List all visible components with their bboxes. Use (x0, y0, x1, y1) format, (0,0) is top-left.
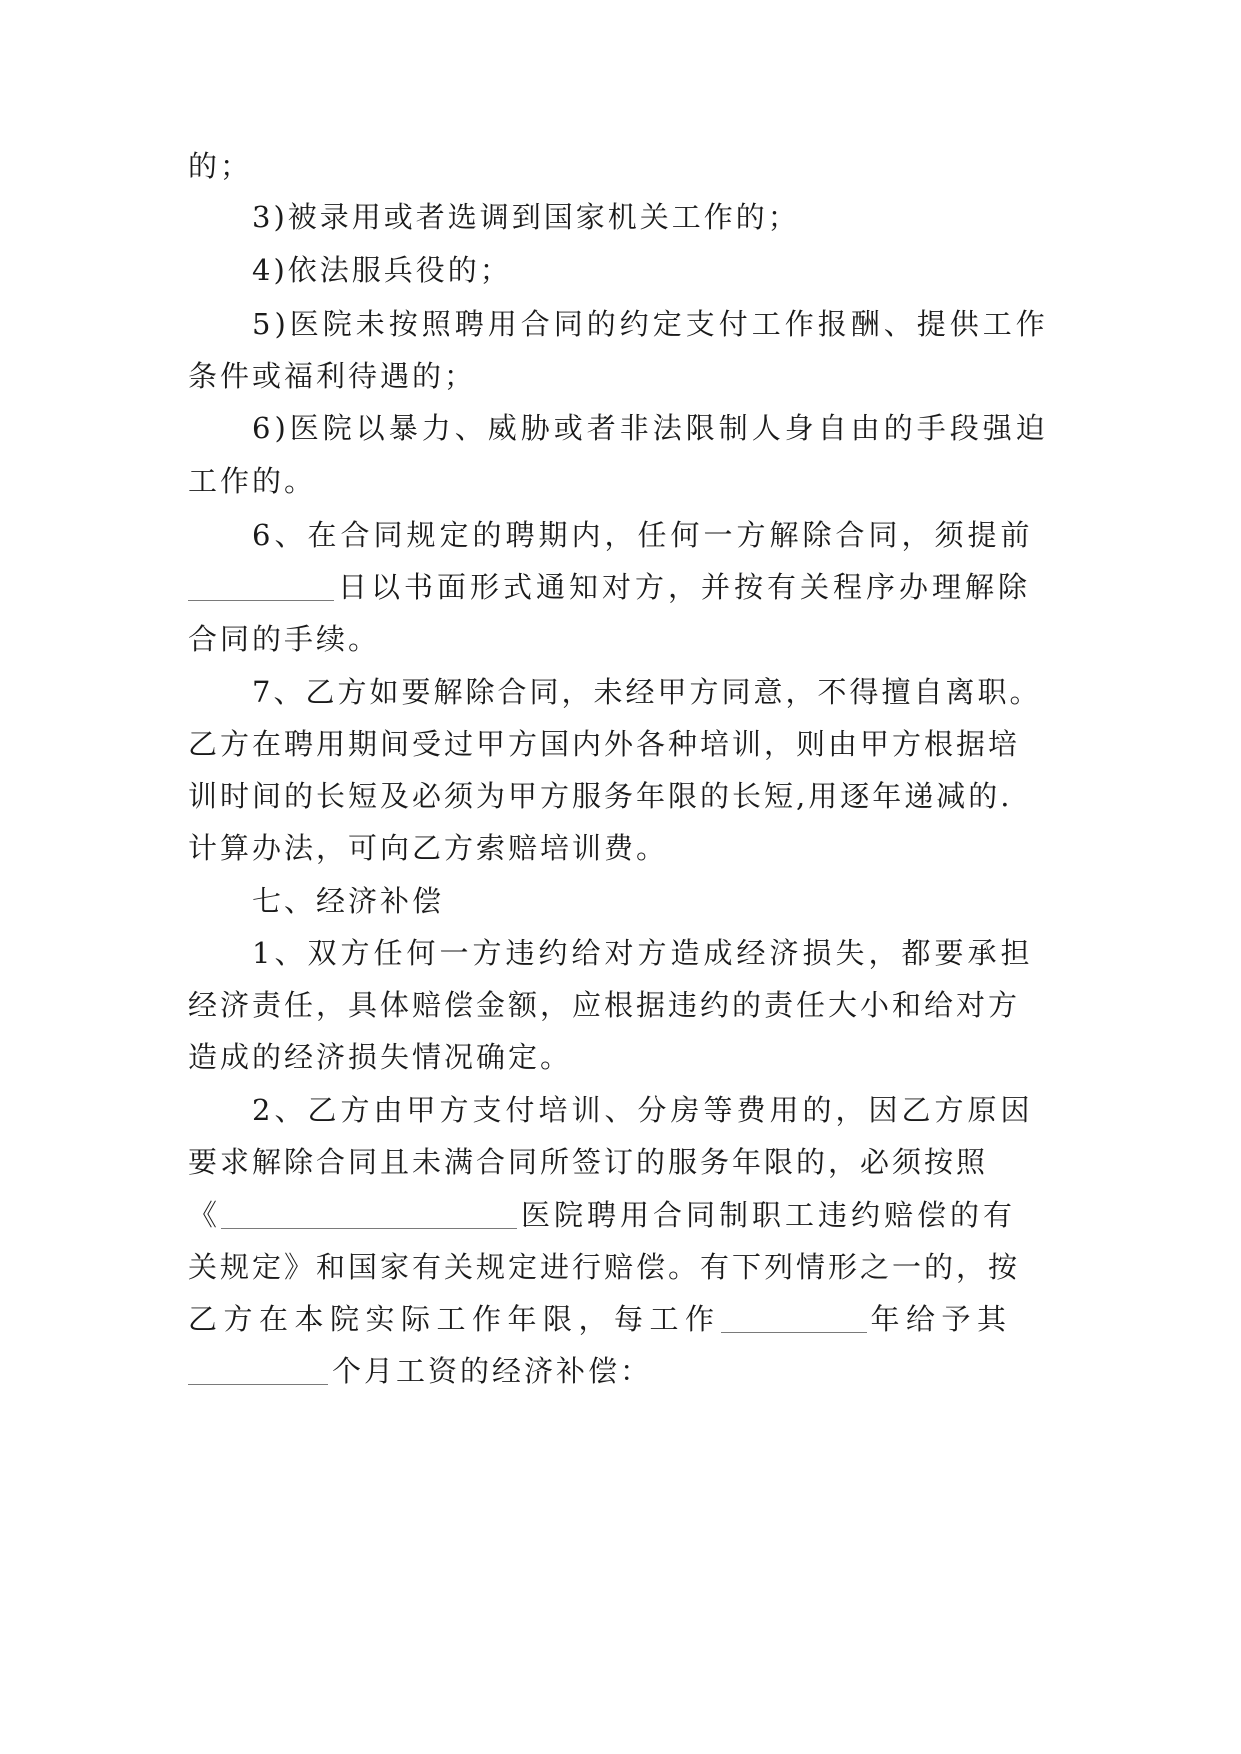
paragraph-line: 1、双方任何一方违约给对方造成经济损失，都要承担 (252, 936, 1034, 970)
paragraph-line (188, 567, 1058, 607)
paragraph-line: 合同的手续。 (188, 622, 381, 656)
paragraph-line (188, 1351, 1058, 1391)
paragraph-line: 6)医院以暴力、威胁或者非法限制人身自由的手段强迫 (252, 411, 1049, 445)
section-heading: 七、经济补偿 (252, 884, 445, 918)
line-text: 年给予其 (870, 1302, 1013, 1336)
fill-in-blank (721, 1302, 867, 1333)
paragraph-line: 乙方在聘用期间受过甲方国内外各种培训，则由甲方根据培 (188, 727, 1021, 761)
paragraph-line: 2、乙方由甲方支付培训、分房等费用的，因乙方原因 (252, 1093, 1034, 1127)
paragraph-line: 要求解除合同且未满合同所签订的服务年限的，必须按照 (188, 1145, 989, 1179)
paragraph-line: 经济责任，具体赔偿金额，应根据违约的责任大小和给对方 (188, 988, 1021, 1022)
paragraph-line: 条件或福利待遇的； (188, 359, 477, 393)
paragraph-line: 6、在合同规定的聘期内，任何一方解除合同，须提前 (252, 518, 1034, 552)
paragraph-line: 关规定》和国家有关规定进行赔偿。有下列情形之一的，按 (188, 1250, 1021, 1284)
line-text: 日以书面形式通知对方，并按有关程序办理解除 (338, 570, 1032, 604)
paragraph-line: 造成的经济损失情况确定。 (188, 1040, 573, 1074)
fill-in-blank (188, 570, 334, 601)
fill-in-blank (188, 1354, 328, 1385)
paragraph-line: 3)被录用或者选调到国家机关工作的； (252, 200, 800, 234)
paragraph-line: 4)依法服兵役的； (252, 253, 512, 287)
paragraph-line: 工作的。 (188, 464, 317, 498)
paragraph-line: 7、乙方如要解除合同，未经甲方同意，不得擅自离职。 (252, 675, 1042, 709)
paragraph-line: 5)医院未按照聘用合同的约定支付工作报酬、提供工作 (252, 307, 1049, 341)
paragraph-line: 的； (188, 149, 253, 183)
line-text: 医院聘用合同制职工违约赔偿的有 (521, 1198, 1017, 1232)
paragraph-line: 计算办法，可向乙方索赔培训费。 (188, 831, 669, 865)
fill-in-blank (221, 1198, 517, 1229)
line-text: 《 (188, 1198, 222, 1232)
paragraph-line: 训时间的长短及必须为甲方服务年限的长短,用逐年递减的. (188, 779, 1013, 813)
paragraph-line (188, 1299, 1058, 1339)
paragraph-line (188, 1195, 1058, 1235)
line-text: 乙方在本院实际工作年限，每工作 (188, 1302, 721, 1336)
line-text: 个月工资的经济补偿： (332, 1354, 653, 1388)
